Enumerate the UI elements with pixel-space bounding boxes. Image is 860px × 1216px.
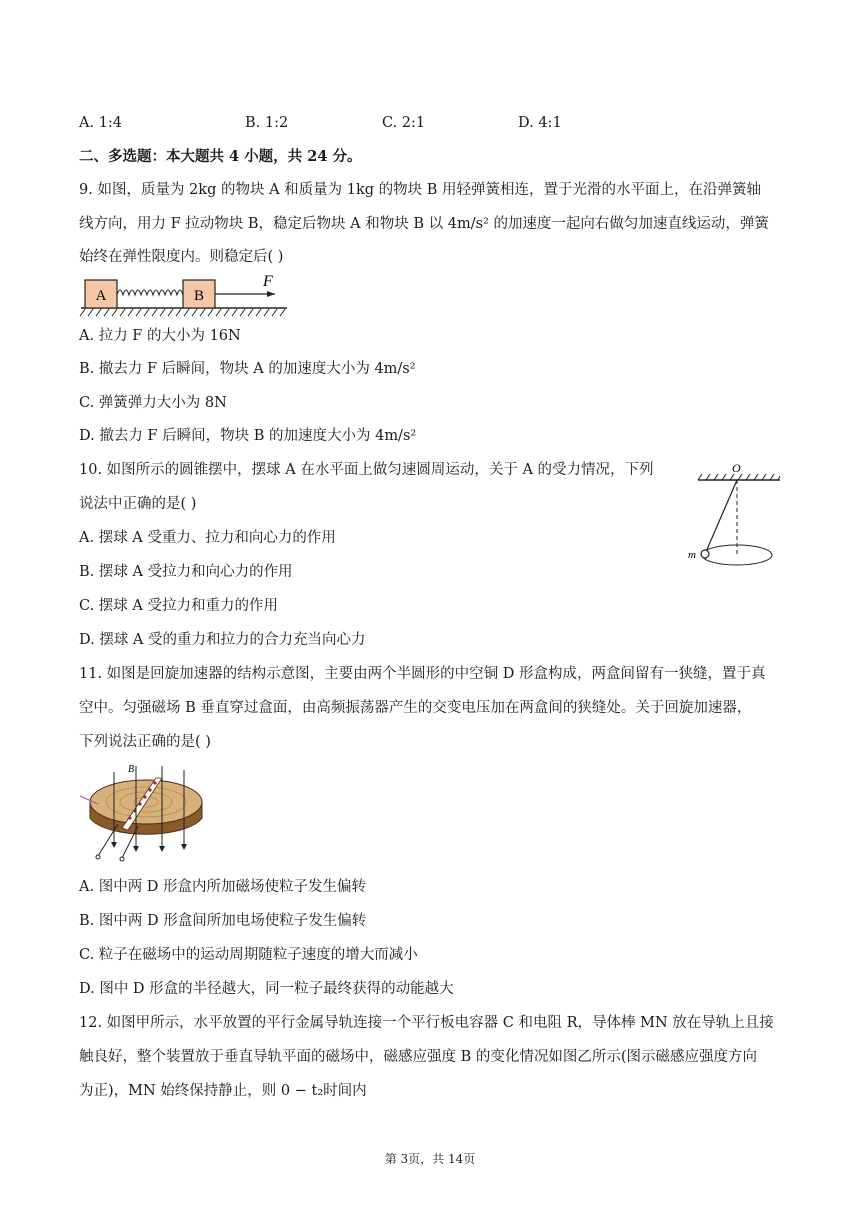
- page-footer: 第 3页，共 14页: [384, 1152, 476, 1166]
- q10-option-a: A. 摆球 A 受重力、拉力和向心力的作用: [79, 530, 336, 546]
- cyclotron-figure: [78, 760, 210, 864]
- q8-option-d: D. 4:1: [518, 115, 562, 131]
- mass-label: m: [688, 549, 696, 561]
- field-label: B: [128, 764, 135, 775]
- force-label: F: [263, 273, 273, 290]
- q11-option-d: D. 图中 D 形盒的半径越大，同一粒子最终获得的动能越大: [79, 981, 454, 997]
- spring-blocks-figure: [79, 272, 291, 318]
- q9-option-a: A. 拉力 F 的大小为 16N: [79, 328, 241, 344]
- block-b-label: B: [193, 288, 205, 304]
- force-arrowhead: [267, 291, 275, 297]
- q11-option-b: B. 图中两 D 形盒间所加电场使粒子发生偏转: [79, 913, 367, 929]
- q9-option-d: D. 撤去力 F 后瞬间，物块 B 的加速度大小为 4m/s²: [79, 428, 417, 444]
- q11-line-3: 下列说法正确的是( ): [79, 734, 211, 750]
- pivot-label: O: [732, 461, 741, 475]
- q11-line-1: 11. 如图是回旋加速器的结构示意图，主要由两个半圆形的中空铜 D 形盒构成，两盒间留有一狭缝，置于真: [79, 666, 766, 682]
- q9-line-1: 9. 如图，质量为 2kg 的物块 A 和质量为 1kg 的物块 B 用轻弹簧相连，置于光滑的水平面上，在沿弹簧轴: [79, 182, 762, 198]
- q10-line-1: 10. 如图所示的圆锥摆中，摆球 A 在水平面上做匀速圆周运动，关于 A 的受力情况，下列: [79, 462, 654, 478]
- q12-line-2: 触良好，整个装置放于垂直导轨平面的磁场中，磁感应强度 B 的变化情况如图乙所示(图示磁感应强度方向: [79, 1049, 758, 1065]
- q9-option-b: B. 撤去力 F 后瞬间，物块 A 的加速度大小为 4m/s²: [79, 361, 416, 377]
- q9-line-2: 线方向，用力 F 拉动物块 B，稳定后物块 A 和物块 B 以 4m/s² 的加速度一起向右做匀加速直线运动，弹簧: [79, 216, 769, 232]
- block-a-label: A: [95, 288, 107, 304]
- q11-option-a: A. 图中两 D 形盒内所加磁场使粒子发生偏转: [79, 879, 367, 895]
- q8-option-a: A. 1:4: [79, 115, 123, 131]
- terminal: [120, 857, 124, 861]
- q10-option-b: B. 摆球 A 受拉力和向心力的作用: [79, 564, 293, 580]
- q8-option-b: B. 1:2: [245, 115, 289, 131]
- q11-line-2: 空中。匀强磁场 B 垂直穿过盒面，由高频振荡器产生的交变电压加在两盒间的狭缝处。关于回旋加速器，: [79, 700, 752, 716]
- q9-line-3: 始终在弹性限度内。则稳定后( ): [79, 249, 284, 265]
- q10-option-d: D. 摆球 A 受的重力和拉力的合力充当向心力: [79, 632, 366, 648]
- q11-option-c: C. 粒子在磁场中的运动周期随粒子速度的增大而减小: [79, 947, 418, 963]
- terminal: [96, 855, 100, 859]
- q10-option-c: C. 摆球 A 受拉力和重力的作用: [79, 598, 278, 614]
- conical-pendulum-figure: [680, 460, 790, 580]
- q8-option-c: C. 2:1: [382, 115, 426, 131]
- q12-line-1: 12. 如图甲所示，水平放置的平行金属导轨连接一个平行板电容器 C 和电阻 R，导体棒 MN 放在导轨上且接: [79, 1015, 774, 1031]
- q12-line-3: 为正)，MN 始终保持静止，则 0 − t₂时间内: [79, 1083, 367, 1099]
- pendulum-bob: [701, 550, 709, 558]
- section-heading: 二、多选题：本大题共 4 小题，共 24 分。: [79, 148, 362, 165]
- q10-line-2: 说法中正确的是( ): [79, 496, 197, 512]
- q9-option-c: C. 弹簧弹力大小为 8N: [79, 395, 227, 411]
- pendulum-string: [705, 480, 737, 554]
